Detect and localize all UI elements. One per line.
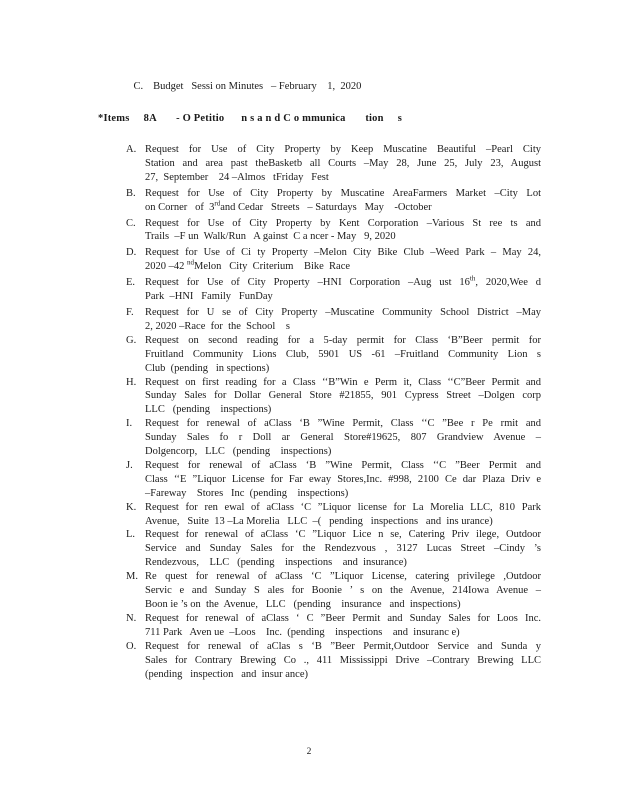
agenda-item-label: N. <box>126 612 137 624</box>
agenda-item-label: B. <box>126 187 136 199</box>
agenda-item <box>126 143 541 185</box>
agenda-item <box>126 306 541 334</box>
agenda-item-label: L. <box>126 529 136 541</box>
agenda-item-label: A. <box>126 144 137 155</box>
agenda-item-line: 711 Park Aven ue –Loos Inc. (pending inspections and insuranc e) <box>145 626 460 638</box>
agenda-item <box>126 376 541 418</box>
agenda-item <box>126 217 541 245</box>
agenda-item <box>126 570 541 612</box>
agenda-item-line: Sunday Sales for Dollar General Store #21855, 901 Cypress Street –Dolgen corp <box>145 390 541 402</box>
agenda-item-line: Trails –F un Walk/Run A gainst C a ncer - May 9, 2020 <box>145 231 396 243</box>
agenda-item-label: M. <box>126 571 138 583</box>
agenda-item-line: Request for Use of City Property –HNI Corporation –Aug ust 16th, 2020,Wee d <box>145 274 542 289</box>
agenda-item-label: G. <box>126 334 137 346</box>
agenda-item-line: Request for Use of City Property by Kent Corporation –Various St ree ts and <box>145 217 541 229</box>
minutes-line <box>123 66 361 108</box>
agenda-item-line: 27, September 24 –Almos tFriday Fest <box>145 171 329 183</box>
agenda-item <box>126 334 541 376</box>
agenda-item-line: –Fareway Stores Inc (pending inspections) <box>145 487 349 499</box>
agenda-item-line: (pending inspection and insur ance) <box>145 668 308 680</box>
agenda-item-label: J. <box>126 459 133 471</box>
agenda-item <box>126 640 541 682</box>
section-heading: *Items 8A - O Petitio n s a n d C o mmunica tion s <box>98 113 403 124</box>
ordinal-superscript: nd <box>187 258 194 267</box>
agenda-item-line: Request for Use of Ci ty Property –Melon City Bike Club –Weed Park – May 24, <box>145 247 541 259</box>
agenda-item-label: F. <box>126 306 134 318</box>
agenda-item-line: Request for renewal of aClass ‘B ”Wine Permit, Class ‘‘C ”Beer Permit and <box>145 459 541 471</box>
agenda-item <box>126 246 541 274</box>
agenda-item <box>126 459 541 501</box>
agenda-item-line: 2, 2020 –Race for the School s <box>145 320 290 332</box>
agenda-item-line: 2020 –42 $^{nd}$Melon City Criterium Bike Race <box>145 258 351 273</box>
minutes-line-label: C. <box>133 81 144 92</box>
agenda-item-label: O. <box>126 640 137 652</box>
agenda-item-label: D. <box>126 247 137 259</box>
agenda-item <box>126 276 541 304</box>
agenda-item-label: I. <box>126 418 133 430</box>
agenda-item-line: Servic e and Sunday S ales for Boonie ’ s on the Avenue, 214Iowa Avenue – <box>145 585 541 597</box>
agenda-item-line: Request on first reading for a Class ‘‘B”Win e Perm it, Class ‘‘C”Beer Permit and <box>145 376 541 388</box>
agenda-item-line: Boon ie ’s on the Avenue, LLC (pending insurance and inspections) <box>145 599 461 610</box>
page-number: 2 <box>306 747 312 757</box>
agenda-item-line: Class ‘‘E ”Liquor License for Far eway Stores,Inc. #998, 2100 Ce dar Plaza Driv e <box>145 473 541 485</box>
agenda-item-line: on Corner of 3rdand Cedar Streets – Saturdays May -October <box>145 199 432 213</box>
agenda-item-label: C. <box>126 217 136 229</box>
agenda-item-line: Request on second reading for a 5-day permit for Class ‘B”Beer permit for <box>145 334 541 346</box>
ordinal-superscript: th <box>469 274 476 283</box>
agenda-item-line: Request for renewal of aClas s ‘B ”Beer Permit,Outdoor Service and Sunda y <box>145 640 541 652</box>
agenda-item-line: Sales for Contrary Brewing Co ., 411 Mississippi Drive –Contrary Brewing LLC <box>145 654 541 666</box>
agenda-item-line: Request for Use of City Property by Muscatine AreaFarmers Market –City Lot <box>145 187 541 199</box>
agenda-item-line: Service and Sunday Sales for the Rendezvous , 3127 Lucas Street –Cindy ’s <box>145 543 541 555</box>
agenda-item-label: K. <box>126 501 137 513</box>
agenda-item-line: Station and area past theBasketb all Courts –May 28, June 25, July 23, August <box>145 157 541 169</box>
agenda-item-line: Request for U se of City Property –Muscatine Community School District –May <box>145 306 541 318</box>
agenda-item-line: Avenue, Suite 13 –La Morelia LLC –( pending inspections and ins urance) <box>145 515 493 527</box>
minutes-line-text: Budget Sessi on Minutes – February 1, 2020 <box>153 81 362 92</box>
agenda-item-line: Request for Use of City Property by Keep Muscatine Beautiful –Pearl City <box>145 144 541 155</box>
agenda-items-list <box>126 143 541 681</box>
agenda-item-line: Request for renewal of aClass ‘B ”Wine Permit, Class ‘‘C ”Bee r Pe rmit and <box>145 418 541 430</box>
agenda-item-line: Request for renewal of aClass ‘ C ”Beer Permit and Sunday Sales for Loos Inc. <box>145 612 541 624</box>
agenda-item-line: Club (pending in spections) <box>145 362 270 374</box>
agenda-item-line: Re quest for renewal of aClass ‘C ”Liquor License, catering privilege ,Outdoor <box>145 571 541 583</box>
agenda-item-line: Request for ren ewal of aClass ‘C ”Liquor license for La Morelia LLC, 810 Park <box>145 501 541 513</box>
agenda-item <box>126 501 541 529</box>
agenda-item <box>126 528 541 570</box>
agenda-item-line: LLC (pending inspections) <box>145 404 272 416</box>
agenda-item <box>126 187 541 215</box>
agenda-item-line: Dolgencorp, LLC (pending inspections) <box>145 446 332 458</box>
agenda-item-label: H. <box>126 376 137 388</box>
agenda-item-label: E. <box>126 277 136 289</box>
agenda-item <box>126 417 541 459</box>
agenda-item-line: Request for renewal of aClass ‘C ”Liquor Lice n se, Catering Priv ilege, Outdoor <box>145 529 541 541</box>
agenda-item-line: Park –HNI Family FunDay <box>145 291 273 303</box>
agenda-item-line: Fruitland Community Lions Club, 5901 US -61 –Fruitland Community Lion s <box>145 348 541 360</box>
ordinal-superscript: rd <box>214 199 221 208</box>
agenda-item-line: Rendezvous, LLC (pending inspections and insurance) <box>145 557 407 569</box>
agenda-item <box>126 612 541 640</box>
agenda-item-line: Sunday Sales fo r Doll ar General Store#19625, 807 Grandview Avenue – <box>145 432 541 444</box>
